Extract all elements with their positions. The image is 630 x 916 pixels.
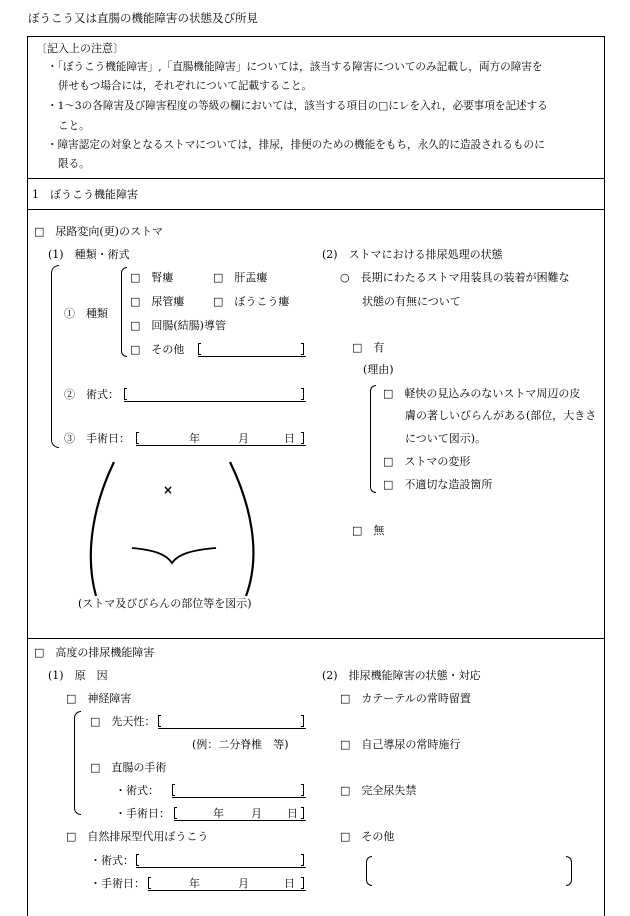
natural-date-bracket-open: [148, 877, 151, 889]
note-line: ・1～3の各障害及び障害程度の等級の欄においては，該当する項目の□にレを入れ，必要事項を記述する: [47, 100, 548, 112]
no-checkbox[interactable]: □ 無: [352, 524, 385, 537]
reason-label: (理由): [363, 363, 394, 376]
figure-caption: (ストマ及びびらんの部位等を図示): [78, 597, 252, 610]
congenital-bracket-close: [301, 715, 304, 727]
stoma-sub1: (1) 種類・術式: [48, 248, 130, 261]
reason-deformity[interactable]: □ ストマの変形: [383, 455, 471, 468]
natural-date-month: 月: [238, 877, 249, 890]
congenital-checkbox[interactable]: □ 先天性：: [90, 715, 156, 728]
reason-line: について図示)。: [405, 432, 487, 445]
divider-urinary: [27, 638, 605, 639]
date-input[interactable]: [136, 445, 306, 446]
state-incontinence[interactable]: □ 完全尿失禁: [340, 784, 417, 797]
reason-line: 膚の著しいびらんがある(部位，大きさ: [405, 409, 597, 422]
rectal-date-year: 年: [213, 807, 224, 820]
other-state-bracket-close: [566, 856, 572, 886]
stoma-checkbox[interactable]: □ 尿路変向(更)のストマ: [34, 225, 163, 238]
option-renal[interactable]: □ 腎瘻: [130, 271, 174, 284]
rectal-surgery-input[interactable]: [172, 797, 306, 798]
rectal-date-input[interactable]: [174, 820, 306, 821]
option-ileal-conduit[interactable]: □ 回腸(結腸)導管: [130, 319, 226, 332]
option-bladder[interactable]: □ ぼうこう瘻: [213, 295, 290, 308]
neuro-brace: [74, 711, 81, 815]
yes-checkbox[interactable]: □ 有: [352, 341, 385, 354]
date-label: ③ 手術日：: [64, 432, 130, 445]
kind-brace: [121, 267, 127, 357]
state-other[interactable]: □ その他: [340, 830, 395, 843]
surgery-input[interactable]: [124, 401, 306, 402]
natural-date-year: 年: [189, 877, 200, 890]
divider-notes: [27, 178, 605, 179]
rectal-date-label: ・手術日：: [115, 807, 170, 820]
urinary-sub2: (2) 排尿機能障害の状態・対応: [322, 669, 481, 682]
reason-brace: [370, 385, 376, 493]
groin-line: [132, 548, 216, 563]
left-body-outline: [91, 462, 114, 596]
natural-date-input[interactable]: [148, 890, 306, 891]
natural-date-day: 日: [284, 877, 295, 890]
urinary-checkbox[interactable]: □ 高度の排尿機能障害: [34, 646, 155, 659]
other-state-bracket-open[interactable]: [366, 856, 372, 886]
option-ureter[interactable]: □ 尿管瘻: [130, 295, 185, 308]
date-day: 日: [284, 432, 295, 445]
stoma-sub2: (2) ストマにおける排尿処理の状態: [322, 248, 503, 261]
section1-title: 1 ぼうこう機能障害: [32, 188, 138, 201]
notes-heading: 〔記入上の注意〕: [36, 42, 124, 55]
option-pyelo[interactable]: □ 肝盂瘻: [213, 271, 268, 284]
date-month: 月: [238, 432, 249, 445]
note-line: ・「ぼうこう機能障害」,「直腸機能障害」については，該当する障害についてのみ記載し，両方の障害を: [47, 61, 543, 73]
natural-surgery-input[interactable]: [136, 867, 306, 868]
date-year: 年: [189, 432, 200, 445]
state-catheter[interactable]: □ カテーテルの常時留置: [340, 692, 471, 705]
rectal-surgery-bracket-open: [172, 784, 175, 796]
note-line: ・障害認定の対象となるストマについては，排尿，排便のための機能をもち，永久的に造設されるものに: [47, 139, 545, 151]
congenital-bracket-open: [158, 715, 161, 727]
right-body-outline: [230, 462, 253, 596]
date-bracket-close: [301, 432, 304, 444]
kind-label: ① 種類: [64, 307, 108, 320]
rectal-surgery-checkbox[interactable]: □ 直腸の手術: [90, 761, 167, 774]
rectal-date-bracket-open: [174, 807, 177, 819]
surgery-bracket-open: [124, 388, 127, 400]
divider-section1: [27, 209, 605, 210]
rectal-date-month: 月: [251, 807, 262, 820]
other-bracket-close: [301, 343, 304, 355]
state-self-cath[interactable]: □ 自己導尿の常時施行: [340, 738, 461, 751]
natural-date-label: ・手術日：: [90, 877, 145, 890]
natural-surgery-bracket-open: [136, 854, 139, 866]
natural-date-bracket-close: [301, 877, 304, 889]
reason-erosion[interactable]: □ 軽快の見込みのないストマ周辺の皮: [383, 387, 581, 400]
abdomen-figure[interactable]: [84, 458, 274, 600]
note-line: 併せもつ場合には，それぞれについて記載すること。: [58, 80, 313, 92]
option-other[interactable]: □ その他: [130, 343, 185, 356]
surgery-label: ② 術式：: [64, 388, 119, 401]
natural-checkbox[interactable]: □ 自然排尿型代用ぼうこう: [66, 830, 209, 843]
note-line: 限る。: [58, 158, 90, 170]
rectal-date-bracket-close: [301, 807, 304, 819]
date-bracket-open: [136, 432, 139, 444]
natural-surgery-bracket-close: [301, 854, 304, 866]
neuro-checkbox[interactable]: □ 神経障害: [66, 692, 132, 705]
question-line1: ○ 長期にわたるストマ用装具の装着が困難な: [340, 271, 570, 284]
other-bracket-open: [198, 343, 201, 355]
natural-surgery-label: ・術式：: [90, 854, 134, 867]
other-input[interactable]: [198, 356, 306, 357]
rectal-date-day: 日: [287, 807, 298, 820]
rectal-surgery-label: ・術式：: [115, 784, 159, 797]
rectal-surgery-bracket-close: [301, 784, 304, 796]
left-brace: [51, 265, 59, 448]
reason-placement[interactable]: □ 不適切な造設箇所: [383, 478, 493, 491]
surgery-bracket-close: [301, 388, 304, 400]
example-text: (例：二分脊椎 等): [192, 738, 289, 751]
congenital-input[interactable]: [158, 728, 306, 729]
question-line2: 状態の有無について: [362, 295, 461, 308]
note-line: こと。: [58, 120, 90, 132]
stoma-mark: ×: [163, 483, 174, 497]
urinary-sub1: (1) 原 因: [48, 669, 108, 682]
page-title: ぼうこう又は直腸の機能障害の状態及び所見: [28, 11, 258, 25]
